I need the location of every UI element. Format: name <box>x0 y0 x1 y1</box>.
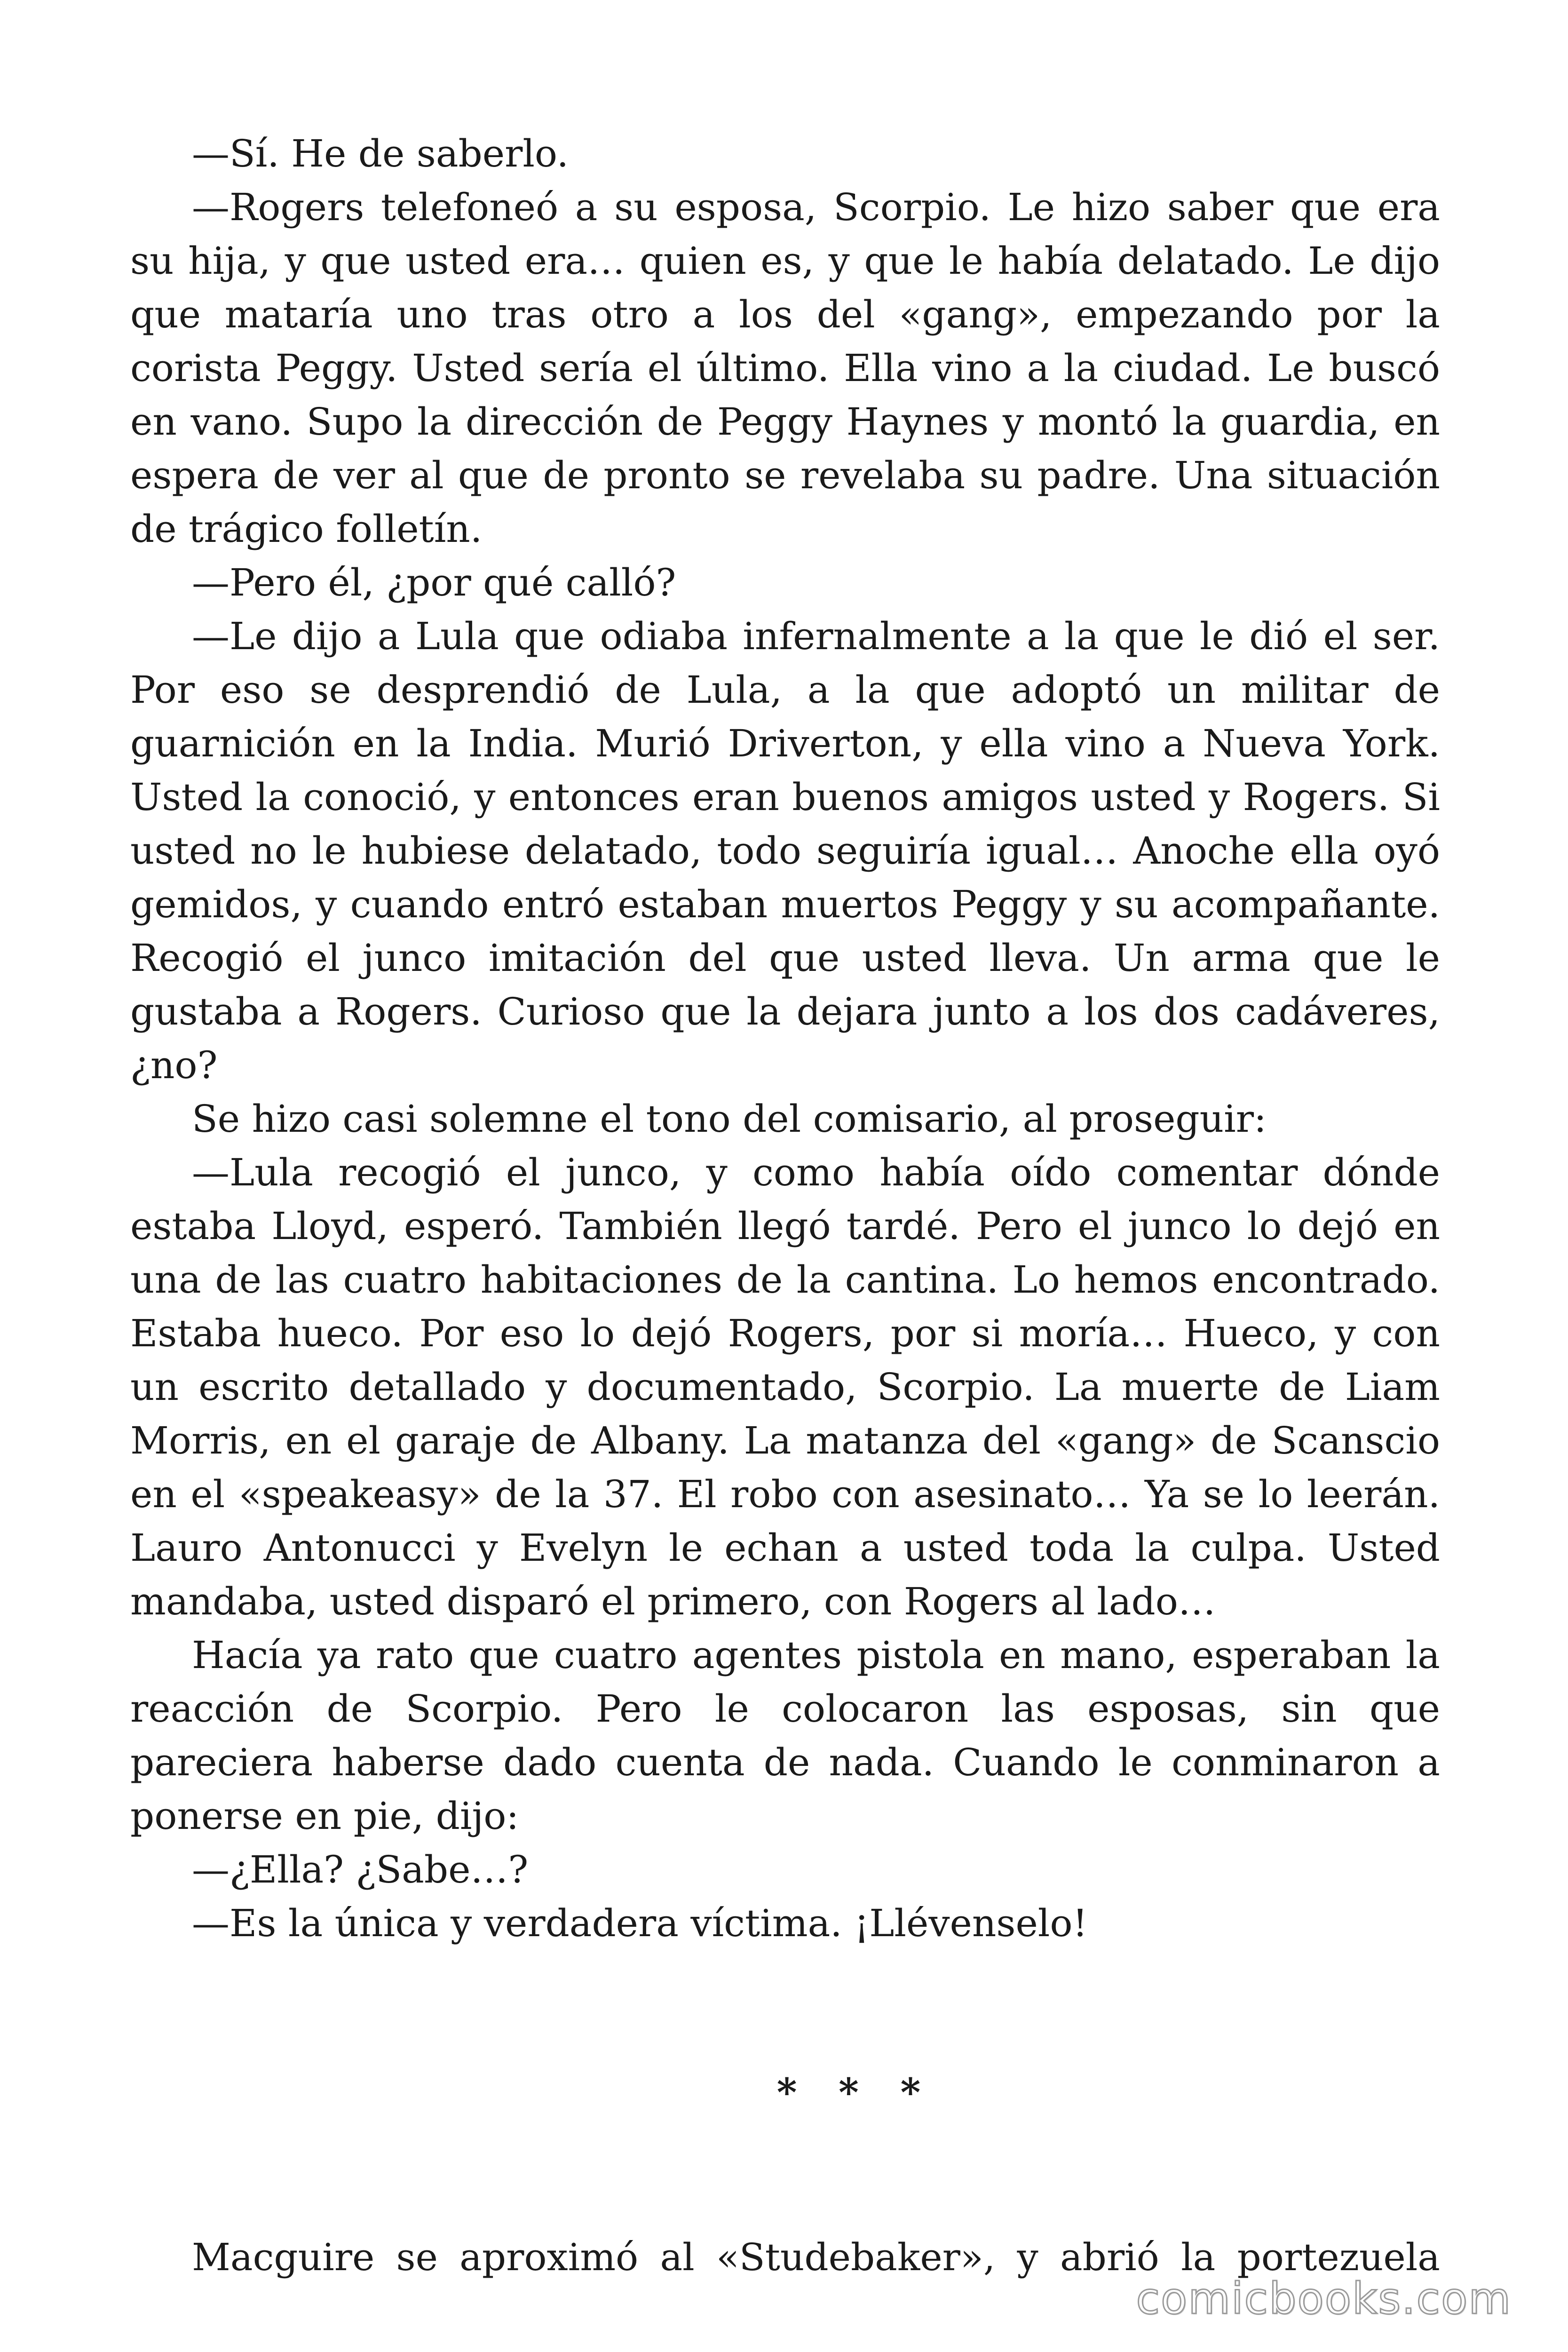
paragraph-7: Hacía ya rato que cuatro agentes pistola en mano, esperaban la reacción de Scorpio. Pero le colocaron las esposas, sin que pareciera haberse dado cuenta de nada. Cuando le conminaron a ponerse en pie, dijo: <box>130 1633 1440 1838</box>
paragraph-continued: Macguire se aproximó al «Studebaker», y abrió la portezuela <box>192 2235 1440 2279</box>
paragraph-5: Se hizo casi solemne el tono del comisario, al proseguir: <box>192 1097 1267 1141</box>
page-body <box>130 127 1440 2284</box>
watermark-logo: comicbooks.com <box>1136 2273 1512 2324</box>
paragraph-1: —Sí. He de saberlo. <box>192 132 569 175</box>
paragraph-6: —Lula recogió el junco, y como había oído comentar dónde estaba Lloyd, esperó. También llegó tardé. Pero el junco lo dejó en una de las cuatro habitaciones de la cantina. Lo hemos encontrado. Estaba hueco. Por eso lo dejó Rogers, por si moría… Hueco, y con un escrito detallado y documentado, Scorpio. La muerte de Liam Morris, en el garaje de Albany. La matanza del «gang» de Scanscio en el «speakeasy» de la 37. El robo con asesinato… Ya se lo leerán. Lauro Antonucci y Evelyn le echan a usted toda la culpa. Usted mandaba, usted disparó el primero, con Rogers al lado… <box>130 1151 1440 1623</box>
paragraph-9: —Es la única y verdadera víctima. ¡Llévenselo! <box>192 1901 1088 1945</box>
paragraph-4: —Le dijo a Lula que odiaba infernalmente a la que le dió el ser. Por eso se desprendió de Lula, a la que adoptó un militar de guarnición en la India. Murió Driverton, y ella vino a Nueva York. Usted la conoció, y entonces eran buenos amigos usted y Rogers. Si usted no le hubiese delatado, todo seguiría igual… Anoche ella oyó gemidos, y cuando entró estaban muertos Peggy y su acompañante. Recogió el junco imitación del que usted lleva. Un arma que le gustaba a Rogers. Curioso que la dejara junto a los dos cadáveres, ¿no? <box>130 614 1440 1087</box>
paragraph-3: —Pero él, ¿por qué calló? <box>192 561 676 604</box>
paragraph-8: —¿Ella? ¿Sabe…? <box>192 1848 529 1891</box>
paragraph-2: —Rogers telefoneó a su esposa, Scorpio. Le hizo saber que era su hija, y que usted era… quien es, y que le había delatado. Le dijo que mataría uno tras otro a los del «gang», empezando por la corista Peggy. Usted sería el último. Ella vino a la ciudad. Le buscó en vano. Supo la dirección de Peggy Haynes y montó la guardia, en espera de ver al que de pronto se revelaba su padre. Una situación de trágico folletín. <box>130 185 1440 551</box>
section-separator: * * * <box>776 2070 935 2115</box>
